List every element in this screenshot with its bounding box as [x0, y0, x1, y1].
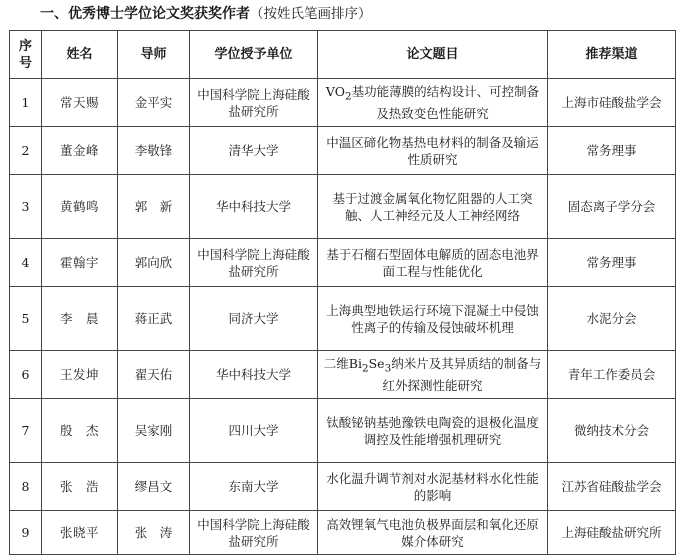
header-thesis: 论文题目: [318, 31, 548, 79]
cell-thesis: 基于过渡金属氧化物忆阻器的人工突触、人工神经元及人工神经网络: [318, 175, 548, 239]
cell-thesis: 中温区碲化物基热电材料的制备及输运性质研究: [318, 127, 548, 175]
section-sort-note: （按姓氏笔画排序）: [250, 6, 372, 22]
cell-advisor: 郭 新: [118, 175, 190, 239]
cell-institution: 华中科技大学: [190, 175, 318, 239]
table-row: [10, 127, 676, 175]
cell-institution: 同济大学: [190, 287, 318, 351]
awardees-table: [9, 30, 676, 555]
cell-advisor: 郭向欣: [118, 239, 190, 287]
cell-name: 黄鹤鸣: [42, 175, 118, 239]
cell-index: 9: [10, 511, 42, 555]
section-heading: [40, 3, 372, 25]
cell-thesis: 水化温升调节剂对水泥基材料水化性能的影响: [318, 463, 548, 511]
cell-channel: 固态离子学分会: [548, 175, 676, 239]
thesis-subscript-1: 2: [361, 362, 369, 375]
cell-name: 王发坤: [42, 351, 118, 399]
header-name: 姓名: [42, 31, 118, 79]
table-row: [10, 287, 676, 351]
cell-channel: 上海市硅酸盐学会: [548, 79, 676, 127]
cell-institution: 华中科技大学: [190, 351, 318, 399]
table-row: [10, 463, 676, 511]
thesis-formula: VO: [325, 83, 345, 99]
table-row: [10, 79, 676, 127]
header-channel: 推荐渠道: [548, 31, 676, 79]
table-row: [10, 239, 676, 287]
cell-index: 8: [10, 463, 42, 511]
thesis-text-c: 纳米片及其异质结的制备与红外探测性能研究: [382, 355, 542, 394]
header-index: 序号: [10, 31, 42, 79]
cell-institution: 中国科学院上海硅酸盐研究所: [190, 511, 318, 555]
cell-channel: 青年工作委员会: [548, 351, 676, 399]
cell-advisor: 李敬锋: [118, 127, 190, 175]
cell-index: 6: [10, 351, 42, 399]
cell-index: 2: [10, 127, 42, 175]
cell-institution: 东南大学: [190, 463, 318, 511]
cell-index: 4: [10, 239, 42, 287]
cell-advisor: 张 涛: [118, 511, 190, 555]
cell-channel: 常务理事: [548, 239, 676, 287]
table-row: [10, 351, 676, 399]
header-advisor: 导师: [118, 31, 190, 79]
cell-thesis: [318, 351, 548, 399]
cell-name: 李 晨: [42, 287, 118, 351]
cell-advisor: 缪昌文: [118, 463, 190, 511]
table-header-row: [10, 31, 676, 79]
cell-advisor: 金平实: [118, 79, 190, 127]
table-row: [10, 175, 676, 239]
table-row: [10, 399, 676, 463]
cell-channel: 江苏省硅酸盐学会: [548, 463, 676, 511]
header-institution: 学位授予单位: [190, 31, 318, 79]
thesis-text: 基功能薄膜的结构设计、可控制备及热致变色性能研究: [351, 83, 540, 122]
cell-thesis: [318, 79, 548, 127]
cell-name: 霍翰宇: [42, 239, 118, 287]
cell-name: 常天赐: [42, 79, 118, 127]
cell-thesis: 高效锂氧气电池负极界面层和氧化还原媒介体研究: [318, 511, 548, 555]
cell-name: 张 浩: [42, 463, 118, 511]
cell-name: 董金峰: [42, 127, 118, 175]
cell-institution: 中国科学院上海硅酸盐研究所: [190, 79, 318, 127]
cell-name: 殷 杰: [42, 399, 118, 463]
cell-index: 1: [10, 79, 42, 127]
thesis-text-b: Se: [368, 355, 385, 371]
cell-name: 张晓平: [42, 511, 118, 555]
cell-channel: 常务理事: [548, 127, 676, 175]
cell-index: 3: [10, 175, 42, 239]
cell-institution: 清华大学: [190, 127, 318, 175]
cell-index: 5: [10, 287, 42, 351]
cell-thesis: 上海典型地铁运行环境下混凝土中侵蚀性离子的传输及侵蚀破坏机理: [318, 287, 548, 351]
section-title: 一、优秀博士学位论文奖获奖作者: [40, 6, 250, 22]
thesis-subscript-2: 3: [384, 362, 392, 375]
cell-channel: 水泥分会: [548, 287, 676, 351]
cell-institution: 中国科学院上海硅酸盐研究所: [190, 239, 318, 287]
cell-thesis: 基于石榴石型固体电解质的固态电池界面工程与性能优化: [318, 239, 548, 287]
cell-channel: 上海硅酸盐研究所: [548, 511, 676, 555]
cell-channel: 微纳技术分会: [548, 399, 676, 463]
cell-advisor: 翟天佑: [118, 351, 190, 399]
cell-thesis: 钛酸铋钠基弛豫铁电陶瓷的退极化温度调控及性能增强机理研究: [318, 399, 548, 463]
cell-advisor: 蒋正武: [118, 287, 190, 351]
table-row: [10, 511, 676, 555]
thesis-text-a: 二维Bi: [323, 355, 362, 371]
thesis-subscript: 2: [344, 90, 352, 103]
cell-advisor: 吴家刚: [118, 399, 190, 463]
cell-index: 7: [10, 399, 42, 463]
cell-institution: 四川大学: [190, 399, 318, 463]
